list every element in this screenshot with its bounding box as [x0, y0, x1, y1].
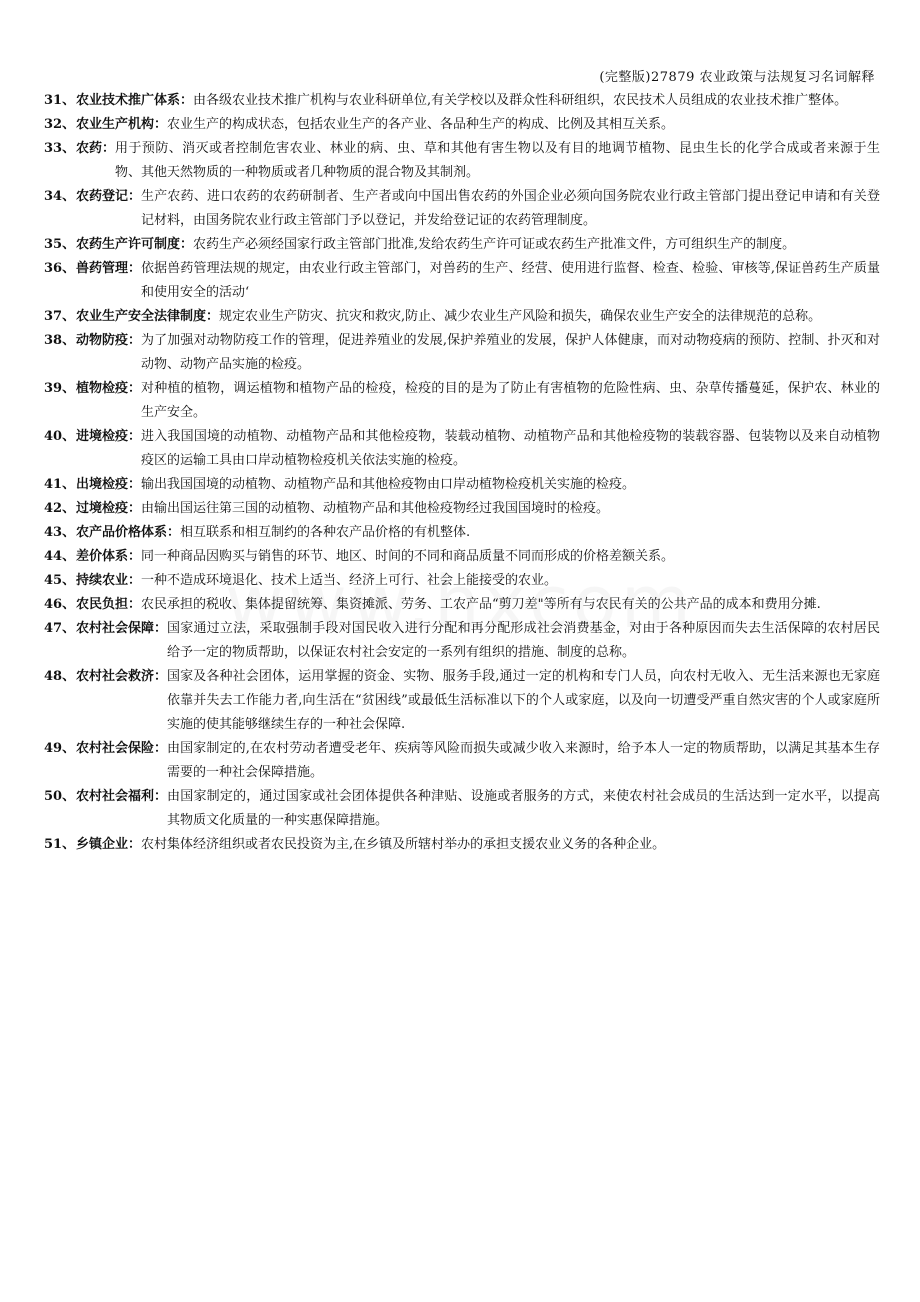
entry-colon: ： [128, 261, 142, 276]
entry-definition: 对种植的植物，调运植物和植物产品的检疫，检疫的目的是为了防止有害植物的危险性病、虫、杂草传播蔓延，保护农、林业的生产安全。 [141, 381, 880, 420]
entry-term-block [44, 185, 141, 233]
entry-definition: 进入我国国境的动植物、动植物产品和其他检疫物，装载动植物、动植物产品和其他检疫物的装载容器、包装物以及来自动植物疫区的运输工具由口岸动植物检疫机关依法实施的检疫。 [141, 429, 880, 468]
entry-term-block [44, 329, 141, 377]
glossary-entry [44, 113, 880, 137]
entry-number: 43、 [44, 525, 76, 540]
entry-number: 44、 [44, 549, 76, 564]
entry-definition: 依据兽药管理法规的规定，由农业行政主管部门，对兽药的生产、经营、使用进行监督、检查、检验、审核等,保证兽药生产质量和使用安全的活动‘ [141, 261, 880, 300]
entry-term-block [44, 545, 141, 569]
glossary-entry [44, 833, 880, 857]
glossary-entry [44, 593, 880, 617]
entry-colon: ： [167, 525, 181, 540]
entry-term-block [44, 89, 193, 113]
entry-colon: ： [102, 141, 116, 156]
entry-number: 31、 [44, 93, 76, 108]
glossary-entry [44, 329, 880, 377]
entry-definition: 相互联系和相互制约的各种农产品价格的有机整体. [180, 525, 471, 540]
entry-term-block [44, 785, 167, 833]
entry-term: 持续农业 [76, 573, 129, 588]
entry-colon: ： [180, 237, 194, 252]
entry-term: 动物防疫 [76, 333, 129, 348]
glossary-entry [44, 233, 880, 257]
entry-term-block [44, 305, 219, 329]
entry-number: 34、 [44, 189, 76, 204]
glossary-entry [44, 521, 880, 545]
entry-number: 32、 [44, 117, 76, 132]
entry-term: 农药 [76, 141, 103, 156]
entry-number: 46、 [44, 597, 76, 612]
entry-number: 48、 [44, 669, 76, 684]
entry-colon: ： [154, 621, 168, 636]
entry-term: 植物检疫 [76, 381, 129, 396]
entry-term: 农村社会保险 [76, 741, 155, 756]
glossary-entry [44, 137, 880, 185]
glossary-entry [44, 569, 880, 593]
entry-definition: 农业生产的构成状态，包括农业生产的各产业、各品种生产的构成、比例及其相互关系。 [167, 117, 675, 132]
entry-definition: 为了加强对动物防疫工作的管理，促进养殖业的发展,保护养殖业的发展，保护人体健康，而对动物疫病的预防、控制、扑灭和对动物、动物产品实施的检疫。 [141, 333, 880, 372]
entry-term-block [44, 233, 193, 257]
entry-colon: ： [128, 573, 142, 588]
entry-term: 农村社会福利 [76, 789, 155, 804]
entry-definition: 规定农业生产防灾、抗灾和救灾,防止、减少农业生产风险和损失，确保农业生产安全的法律规范的总称。 [219, 309, 822, 324]
entry-definition: 由国家制定的，通过国家或社会团体提供各种津贴、设施或者服务的方式，来使农村社会成员的生活达到一定水平，以提高其物质文化质量的一种实惠保障措施。 [167, 789, 880, 828]
entry-term: 农业生产机构 [76, 117, 155, 132]
entry-number: 45、 [44, 573, 76, 588]
glossary-entry [44, 89, 880, 113]
entry-term-block [44, 617, 167, 665]
entry-number: 47、 [44, 621, 76, 636]
entry-number: 38、 [44, 333, 76, 348]
entry-definition: 农民承担的税收、集体提留统筹、集资摊派、劳务、工农产品“剪刀差"等所有与农民有关的公共产品的成本和费用分摊. [141, 597, 821, 612]
entry-colon: ： [154, 741, 168, 756]
entry-number: 49、 [44, 741, 76, 756]
entry-term: 进境检疫 [76, 429, 129, 444]
entry-number: 39、 [44, 381, 76, 396]
entry-term-block [44, 569, 141, 593]
glossary-entry [44, 665, 880, 737]
entry-term: 农业生产安全法律制度 [76, 309, 207, 324]
entry-number: 51、 [44, 837, 76, 852]
entry-colon: ： [128, 429, 142, 444]
entry-term: 农村社会救济 [76, 669, 155, 684]
glossary-entry [44, 785, 880, 833]
entry-colon: ： [128, 597, 142, 612]
entry-colon: ： [154, 669, 168, 684]
glossary-entry [44, 473, 880, 497]
entry-term: 农产品价格体系 [76, 525, 168, 540]
glossary-entry [44, 305, 880, 329]
entry-number: 41、 [44, 477, 76, 492]
entry-colon: ： [128, 333, 142, 348]
entry-number: 35、 [44, 237, 76, 252]
entry-colon: ： [128, 381, 142, 396]
entry-term-block [44, 593, 141, 617]
entry-term: 农民负担 [76, 597, 129, 612]
entry-term-block [44, 737, 167, 785]
entry-term-block [44, 521, 180, 545]
entry-colon: ： [128, 837, 142, 852]
entry-number: 40、 [44, 429, 76, 444]
glossary-entry [44, 257, 880, 305]
entry-term: 农业技术推广体系 [76, 93, 181, 108]
entry-number: 37、 [44, 309, 76, 324]
entry-term-block [44, 257, 141, 305]
glossary-entry [44, 545, 880, 569]
entry-colon: ： [154, 789, 168, 804]
entry-term-block [44, 113, 167, 137]
entry-colon: ： [128, 477, 142, 492]
entry-term: 过境检疫 [76, 501, 129, 516]
glossary-list [44, 89, 880, 857]
entry-term: 农药登记 [76, 189, 129, 204]
entry-definition: 由国家制定的,在农村劳动者遭受老年、疾病等风险而损失或减少收入来源时，给予本人一定的物质帮助，以满足其基本生存需要的一种社会保障措施。 [167, 741, 880, 780]
entry-term: 乡镇企业 [76, 837, 129, 852]
entry-term-block [44, 833, 141, 857]
entry-term-block [44, 497, 141, 521]
entry-colon: ： [128, 501, 142, 516]
entry-term: 差价体系 [76, 549, 129, 564]
entry-colon: ： [154, 117, 168, 132]
entry-definition: 一种不造成环境退化、技术上适当、经济上可行、社会上能接受的农业。 [141, 573, 558, 588]
glossary-entry [44, 425, 880, 473]
entry-number: 50、 [44, 789, 76, 804]
entry-term-block [44, 473, 141, 497]
document-header-title: (完整版)27879 农业政策与法规复习名词解释 [599, 70, 875, 85]
entry-colon: ： [180, 93, 194, 108]
entry-definition: 农药生产必须经国家行政主管部门批准,发给农药生产许可证或农药生产批准文件，方可组织生产的制度。 [193, 237, 796, 252]
glossary-entry [44, 497, 880, 521]
entry-definition: 国家通过立法，采取强制手段对国民收入进行分配和再分配形成社会消费基金，对由于各种原因而失去生活保障的农村居民给予一定的物质帮助，以保证农村社会安定的一系列有组织的措施、制度的总称。 [167, 621, 880, 660]
entry-definition: 由各级农业技术推广机构与农业科研单位,有关学校以及群众性科研组织，农民技术人员组成的农业技术推广整体。 [193, 93, 848, 108]
entry-definition: 生产农药、进口农药的农药研制者、生产者或向中国出售农药的外国企业必须向国务院农业行政主管部门提出登记申请和有关登记材料，由国务院农业行政主管部门予以登记，并发给登记证的农药管理制度。 [141, 189, 880, 228]
entry-definition: 国家及各种社会团体，运用掌握的资金、实物、服务手段,通过一定的机构和专门人员，向农村无收入、无生活来源也无家庭依靠并失去工作能力者,向生活在“贫困线”或最低生活标准以下的个人或家庭，以及向一切遭受严重自然灾害的个人或家庭所实施的使其能够继续生存的一种社会保障. [167, 669, 880, 732]
entry-definition: 输出我国国境的动植物、动植物产品和其他检疫物由口岸动植物检疫机关实施的检疫。 [141, 477, 636, 492]
entry-term-block [44, 377, 141, 425]
entry-term: 兽药管理 [76, 261, 129, 276]
entry-definition: 同一种商品因购买与销售的环节、地区、时间的不同和商品质量不同而形成的价格差额关系。 [141, 549, 675, 564]
entry-definition: 用于预防、消灭或者控制危害农业、林业的病、虫、草和其他有害生物以及有目的地调节植物、昆虫生长的化学合成或者来源于生物、其他天然物质的一种物质或者几种物质的混合物及其制剂。 [115, 141, 880, 180]
entry-term: 农药生产许可制度 [76, 237, 181, 252]
entry-colon: ： [128, 549, 142, 564]
glossary-entry [44, 377, 880, 425]
entry-term: 出境检疫 [76, 477, 129, 492]
entry-number: 33、 [44, 141, 76, 156]
entry-colon: ： [128, 189, 142, 204]
glossary-entry [44, 617, 880, 665]
glossary-entry [44, 737, 880, 785]
glossary-entry [44, 185, 880, 233]
entry-term: 农村社会保障 [76, 621, 155, 636]
entry-term-block [44, 137, 115, 185]
entry-term-block [44, 665, 167, 737]
entry-number: 42、 [44, 501, 76, 516]
entry-definition: 农村集体经济组织或者农民投资为主,在乡镇及所辖村举办的承担支援农业义务的各种企业。 [141, 837, 666, 852]
entry-colon: ： [206, 309, 220, 324]
entry-definition: 由输出国运往第三国的动植物、动植物产品和其他检疫物经过我国国境时的检疫。 [141, 501, 610, 516]
entry-term-block [44, 425, 141, 473]
entry-number: 36、 [44, 261, 76, 276]
